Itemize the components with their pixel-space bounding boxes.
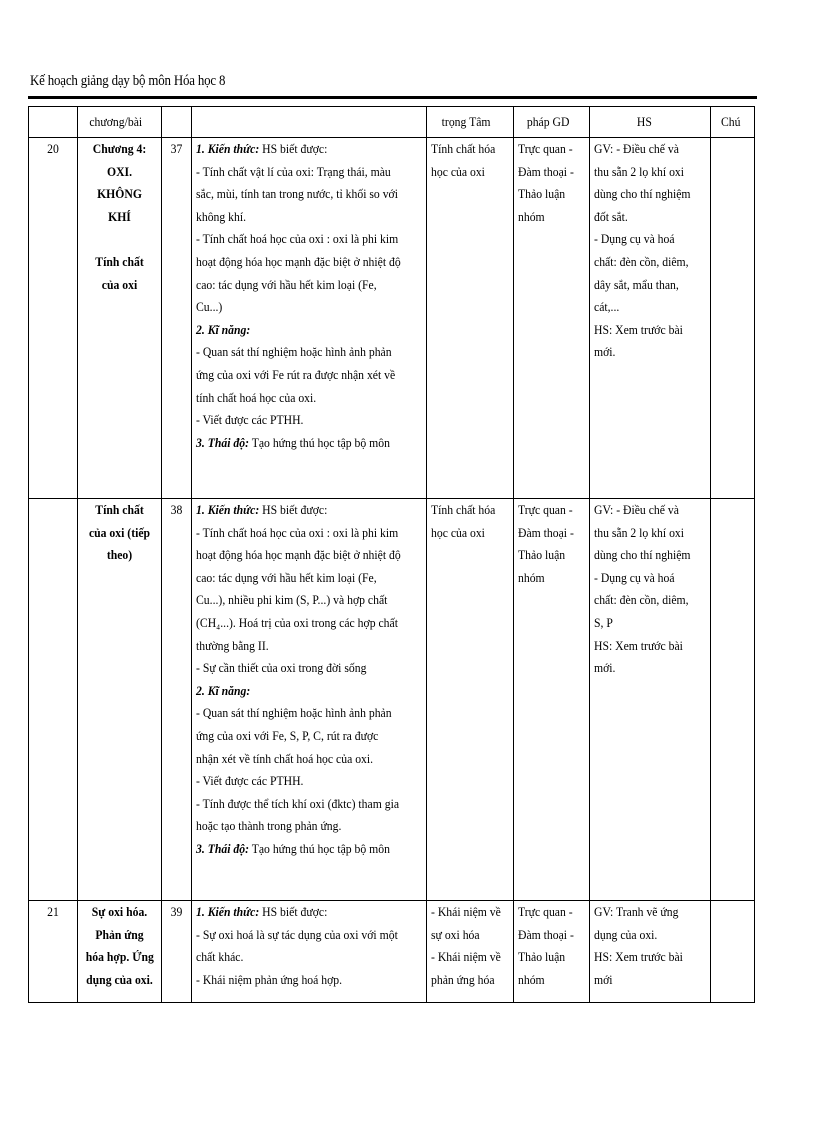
chapter-cell: [78, 138, 162, 499]
objective-section-label: 2. Kĩ năng:: [196, 321, 251, 337]
objective-line: Cu...), nhiều phi kim (S, P...) và hợp chất: [196, 592, 388, 608]
cell-line: hóa hợp. Ứng: [85, 949, 154, 965]
cell-line: dùng cho thí nghiệm: [594, 547, 691, 563]
chapter-cell: [78, 901, 162, 1003]
cell-line: 37: [170, 141, 183, 156]
cell-line: KHÍ: [108, 208, 131, 224]
cell-line: theo): [106, 547, 133, 563]
objective-line: (CH₄...). Hoá trị của oxi trong các hợp chất: [196, 614, 398, 630]
objective-line: cao: tác dụng với hầu hết kim loại (Fe,: [196, 569, 377, 585]
objective-line: - Tính chất hoá học của oxi : oxi là phi kim: [196, 231, 399, 247]
header-stt: [29, 107, 78, 138]
header-chapter: chương/bài: [78, 107, 162, 138]
period-cell: [162, 138, 192, 499]
objective-line: thường bằng II.: [196, 637, 269, 653]
cell-line: của oxi: [101, 276, 138, 292]
note-cell: [711, 499, 755, 901]
chapter-cell: [78, 499, 162, 901]
objective-line: - Sự oxi hoá là sự tác dụng của oxi với một: [196, 926, 398, 942]
header-period: [162, 107, 192, 138]
objective-line: sắc, mùi, tính tan trong nước, tỉ khối so với: [196, 186, 399, 202]
focus-cell: [427, 138, 514, 499]
objective-line: - Quan sát thí nghiệm hoặc hình ảnh phản: [196, 705, 392, 721]
cell-line: - Dụng cụ và hoá: [594, 569, 675, 585]
objective-line: nhận xét về tính chất hoá học của oxi.: [196, 750, 374, 766]
objective-line: - Viết được các PTHH.: [196, 412, 304, 428]
objective-line: chất khác.: [196, 949, 244, 965]
objective-line: ứng của oxi với Fe, S, P, C, rút ra được: [196, 727, 379, 743]
cell-line: dùng cho thí nghiệm: [594, 186, 691, 202]
objective-line: 1. Kiến thức: HS biết được:: [196, 141, 328, 156]
cell-line: học của oxi: [431, 524, 485, 540]
method-cell: [514, 499, 590, 901]
objective-line: 1. Kiến thức: HS biết được:: [196, 502, 328, 517]
cell-line: Đàm thoại -: [518, 524, 574, 540]
objective-section-label: 3. Thái độ:: [196, 434, 249, 450]
cell-line: nhóm: [518, 569, 545, 585]
cell-line: mới: [594, 971, 613, 987]
stt-cell: [29, 499, 78, 901]
header-objectives: [192, 107, 427, 138]
focus-cell: [427, 499, 514, 901]
cell-line: thu sẵn 2 lọ khí oxi: [594, 163, 685, 179]
objective-line: - Sự cần thiết của oxi trong đời sống: [196, 660, 367, 676]
table-row: [29, 138, 755, 499]
cell-line: nhóm: [518, 971, 545, 987]
cell-line: [715, 138, 747, 161]
cell-line: S, P: [594, 614, 613, 630]
cell-line: Tính chất: [95, 502, 144, 517]
objective-section-label: 3. Thái độ:: [196, 840, 249, 856]
objective-section-label: 2. Kĩ năng:: [196, 682, 251, 698]
cell-line: Đàm thoại -: [518, 163, 574, 179]
cell-line: Thảo luận: [518, 547, 566, 563]
cell-line: nhóm: [518, 208, 545, 224]
cell-line: GV: Tranh vẽ ứng: [594, 904, 679, 919]
period-cell: [162, 901, 192, 1003]
cell-line: [35, 499, 71, 522]
objective-line: hoạt động hóa học mạnh đặc biệt ở nhiệt độ: [196, 253, 401, 269]
cell-line: Chương 4:: [92, 141, 147, 156]
objective-line: ứng của oxi với Fe rút ra được nhận xét về: [196, 366, 396, 382]
header-prep: HS: [590, 107, 711, 138]
cell-line: mới.: [594, 660, 616, 676]
objective-line: Cu...): [196, 299, 223, 315]
cell-line: chất: đèn cồn, diêm,: [594, 592, 689, 608]
cell-line: Tính chất hóa: [431, 141, 496, 156]
objective-line: - Tính được thể tích khí oxi (đktc) tham gia: [196, 795, 400, 811]
objectives-cell: [192, 901, 427, 1003]
cell-line: KHÔNG: [97, 186, 142, 202]
prep-cell: [590, 901, 711, 1003]
cell-line: 21: [47, 904, 59, 919]
stt-cell: [29, 138, 78, 499]
cell-line: HS: Xem trước bài: [594, 637, 683, 653]
cell-line: dây sắt, mẩu than,: [594, 276, 679, 292]
objective-line: 3. Thái độ: Tạo hứng thú học tập bộ môn: [196, 840, 390, 856]
cell-line: Trực quan -: [518, 141, 573, 156]
cell-line: Đàm thoại -: [518, 926, 574, 942]
objective-line: - Tính chất hoá học của oxi : oxi là phi kim: [196, 524, 399, 540]
objectives-cell: [192, 138, 427, 499]
objective-line: cao: tác dụng với hầu hết kim loại (Fe,: [196, 276, 377, 292]
objective-line: - Tính chất vật lí của oxi: Trạng thái, màu: [196, 163, 391, 179]
cell-line: Trực quan -: [518, 904, 573, 919]
header-method: pháp GD: [514, 107, 590, 138]
header-note: Chú: [711, 107, 755, 138]
cell-line: học của oxi: [431, 163, 485, 179]
cell-line: của oxi (tiếp: [88, 524, 151, 540]
objective-line: - Quan sát thí nghiệm hoặc hình ảnh phản: [196, 344, 392, 360]
cell-line: 20: [47, 141, 59, 156]
cell-line: Tính chất hóa: [431, 502, 496, 517]
cell-line: - Dụng cụ và hoá: [594, 231, 675, 247]
focus-cell: [427, 901, 514, 1003]
prep-cell: [590, 499, 711, 901]
objective-line: tính chất hoá học của oxi.: [196, 389, 317, 405]
objectives-cell: [192, 499, 427, 901]
cell-line: Trực quan -: [518, 502, 573, 517]
objective-line: [196, 680, 399, 703]
cell-line: 38: [170, 502, 183, 517]
cell-line: đốt sắt.: [594, 208, 628, 224]
objective-line: không khí.: [196, 208, 247, 224]
method-cell: [514, 138, 590, 499]
cell-line: GV: - Điều chế và: [594, 502, 679, 517]
cell-line: [715, 499, 747, 522]
cell-line: [715, 901, 747, 924]
page-title: Kế hoạch giảng dạy bộ môn Hóa học 8: [30, 73, 226, 89]
note-cell: [711, 901, 755, 1003]
cell-line: Tính chất: [95, 253, 144, 269]
cell-line: Sự oxi hóa.: [91, 904, 148, 919]
cell-line: [86, 228, 154, 251]
objective-section-label: 1. Kiến thức:: [196, 502, 260, 517]
cell-line: cát,...: [594, 299, 620, 315]
objective-section-label: 1. Kiến thức:: [196, 904, 260, 919]
cell-line: phản ứng hóa: [431, 971, 495, 987]
cell-line: - Khái niệm về: [431, 904, 501, 919]
period-cell: [162, 499, 192, 901]
cell-line: Phản ứng: [95, 926, 144, 942]
prep-cell: [590, 138, 711, 499]
cell-line: Thảo luận: [518, 949, 566, 965]
cell-line: 39: [170, 904, 183, 919]
cell-line: thu sẵn 2 lọ khí oxi: [594, 524, 685, 540]
method-cell: [514, 901, 590, 1003]
objective-line: - Khái niệm phản ứng hoá hợp.: [196, 971, 343, 987]
cell-line: dụng của oxi.: [594, 926, 658, 942]
objective-line: 3. Thái độ: Tạo hứng thú học tập bộ môn: [196, 434, 390, 450]
header-divider: [28, 96, 757, 99]
objective-line: - Viết được các PTHH.: [196, 773, 304, 789]
objective-line: [196, 319, 399, 342]
table-row: [29, 901, 755, 1003]
cell-line: dụng của oxi.: [86, 971, 153, 987]
table-header-row: [29, 107, 755, 138]
cell-line: mới.: [594, 344, 616, 360]
table-row: [29, 499, 755, 901]
note-cell: [711, 138, 755, 499]
cell-line: HS: Xem trước bài: [594, 321, 683, 337]
objective-line: hoạt động hóa học mạnh đặc biệt ở nhiệt độ: [196, 547, 401, 563]
cell-line: GV: - Điều chế và: [594, 141, 679, 156]
cell-line: chất: đèn cồn, diêm,: [594, 253, 689, 269]
cell-line: HS: Xem trước bài: [594, 949, 683, 965]
cell-line: OXI.: [106, 163, 133, 179]
header-focus: trọng Tâm: [427, 107, 514, 138]
objective-line: 1. Kiến thức: HS biết được:: [196, 904, 328, 919]
cell-line: sự oxi hóa: [431, 926, 480, 942]
cell-line: Thảo luận: [518, 186, 566, 202]
lesson-plan-table: [28, 106, 755, 1003]
objective-line: hoặc tạo thành trong phản ứng.: [196, 818, 342, 834]
stt-cell: [29, 901, 78, 1003]
objective-section-label: 1. Kiến thức:: [196, 141, 260, 156]
cell-line: - Khái niệm về: [431, 949, 501, 965]
